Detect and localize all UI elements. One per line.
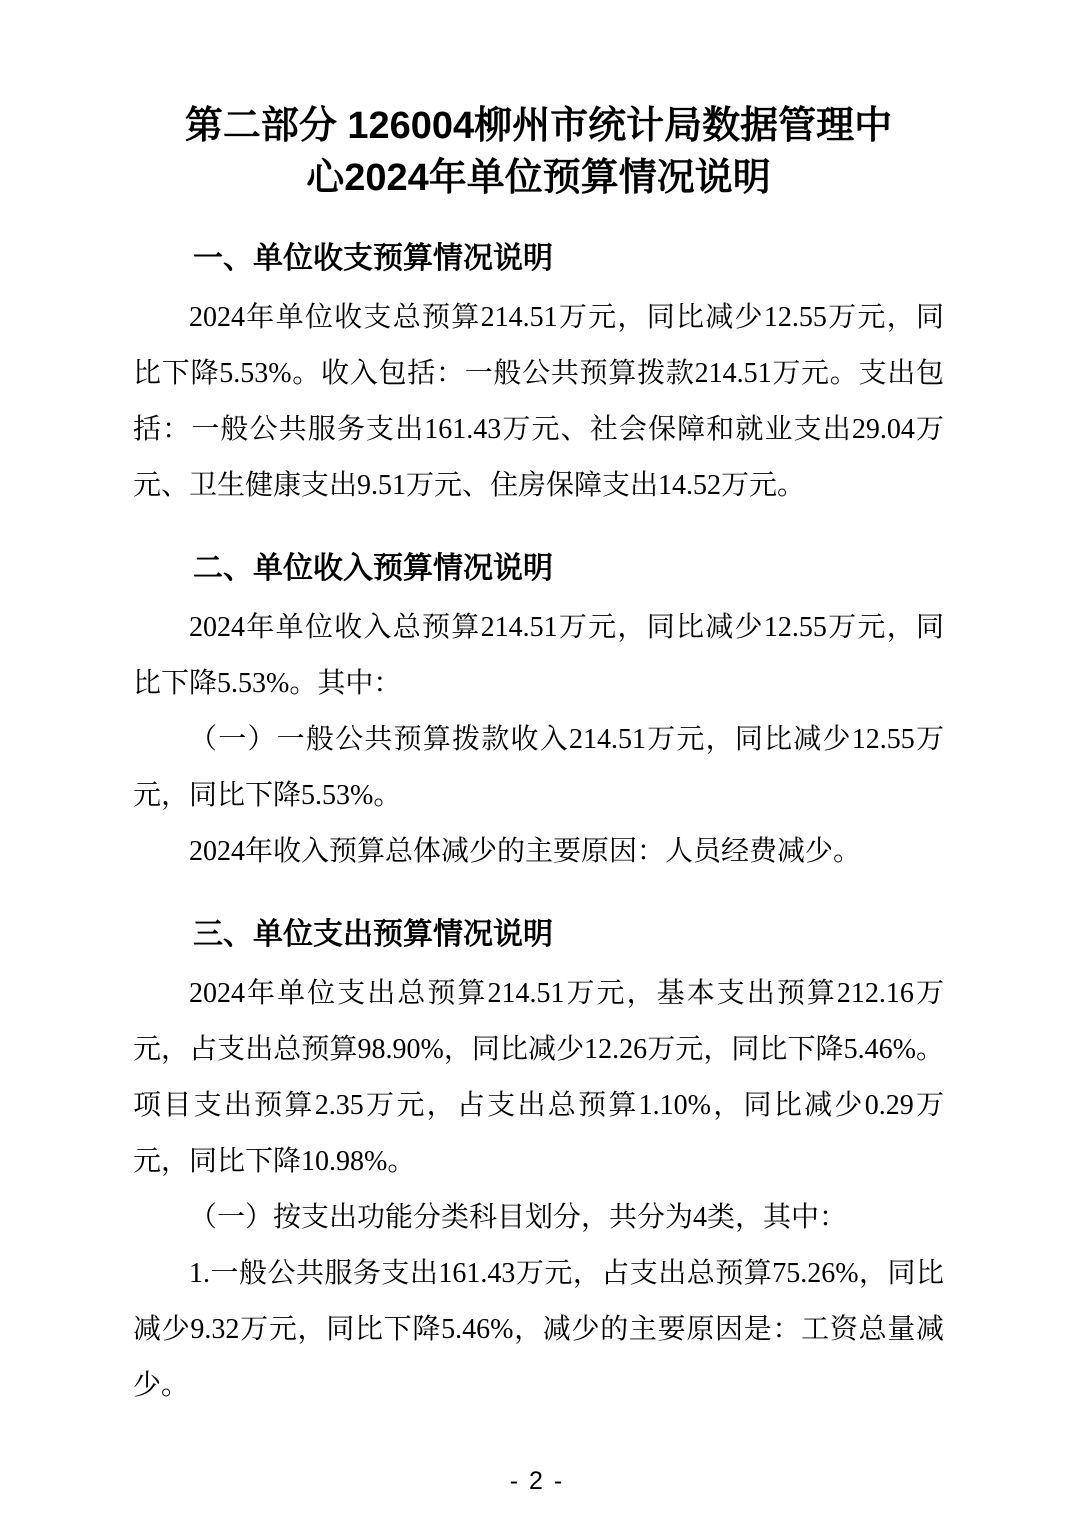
section-expenditure-budget [133,916,944,1414]
paragraph: 1.一般公共服务支出161.43万元，占支出总预算75.26%，同比减少9.32万元，同比下降5.46%，减少的主要原因是：工资总量减少。 [133,1258,944,1401]
page-title: 第二部分 126004柳州市统计局数据管理中心2024年单位预算情况说明 [184,105,893,199]
paragraph: 2024年单位收支总预算214.51万元，同比减少12.55万元，同比下降5.53%。收入包括：一般公共预算拨款214.51万元。支出包括：一般公共服务支出161.43万元、社会保障和就业支出29.04万元、卫生健康支出9.51万元、住房保障支出14.52万元。 [133,302,944,501]
paragraph: 2024年单位支出总预算214.51万元，基本支出预算212.16万元，占支出总预算98.90%，同比减少12.26万元，同比下降5.46%。项目支出预算2.35万元，占支出总预算1.10%，同比减少0.29万元，同比下降10.98%。 [133,978,944,1177]
paragraph: 2024年单位收入总预算214.51万元，同比减少12.55万元，同比下降5.53%。其中： [133,612,944,699]
page-number: - 2 - [509,1467,565,1495]
paragraph: （一）一般公共预算拨款收入214.51万元，同比减少12.55万元，同比下降5.53%。 [133,724,944,811]
section-budget-overview [133,240,944,514]
section-heading-budget-overview: 一、单位收支预算情况说明 [193,242,553,275]
section-heading-expenditure-budget: 三、单位支出预算情况说明 [193,918,553,951]
paragraph: （一）按支出功能分类科目划分，共分为4类，其中： [189,1202,848,1233]
paragraph: 2024年收入预算总体减少的主要原因：人员经费减少。 [189,836,862,867]
section-income-budget [133,550,944,880]
section-heading-income-budget: 二、单位收入预算情况说明 [193,552,553,585]
